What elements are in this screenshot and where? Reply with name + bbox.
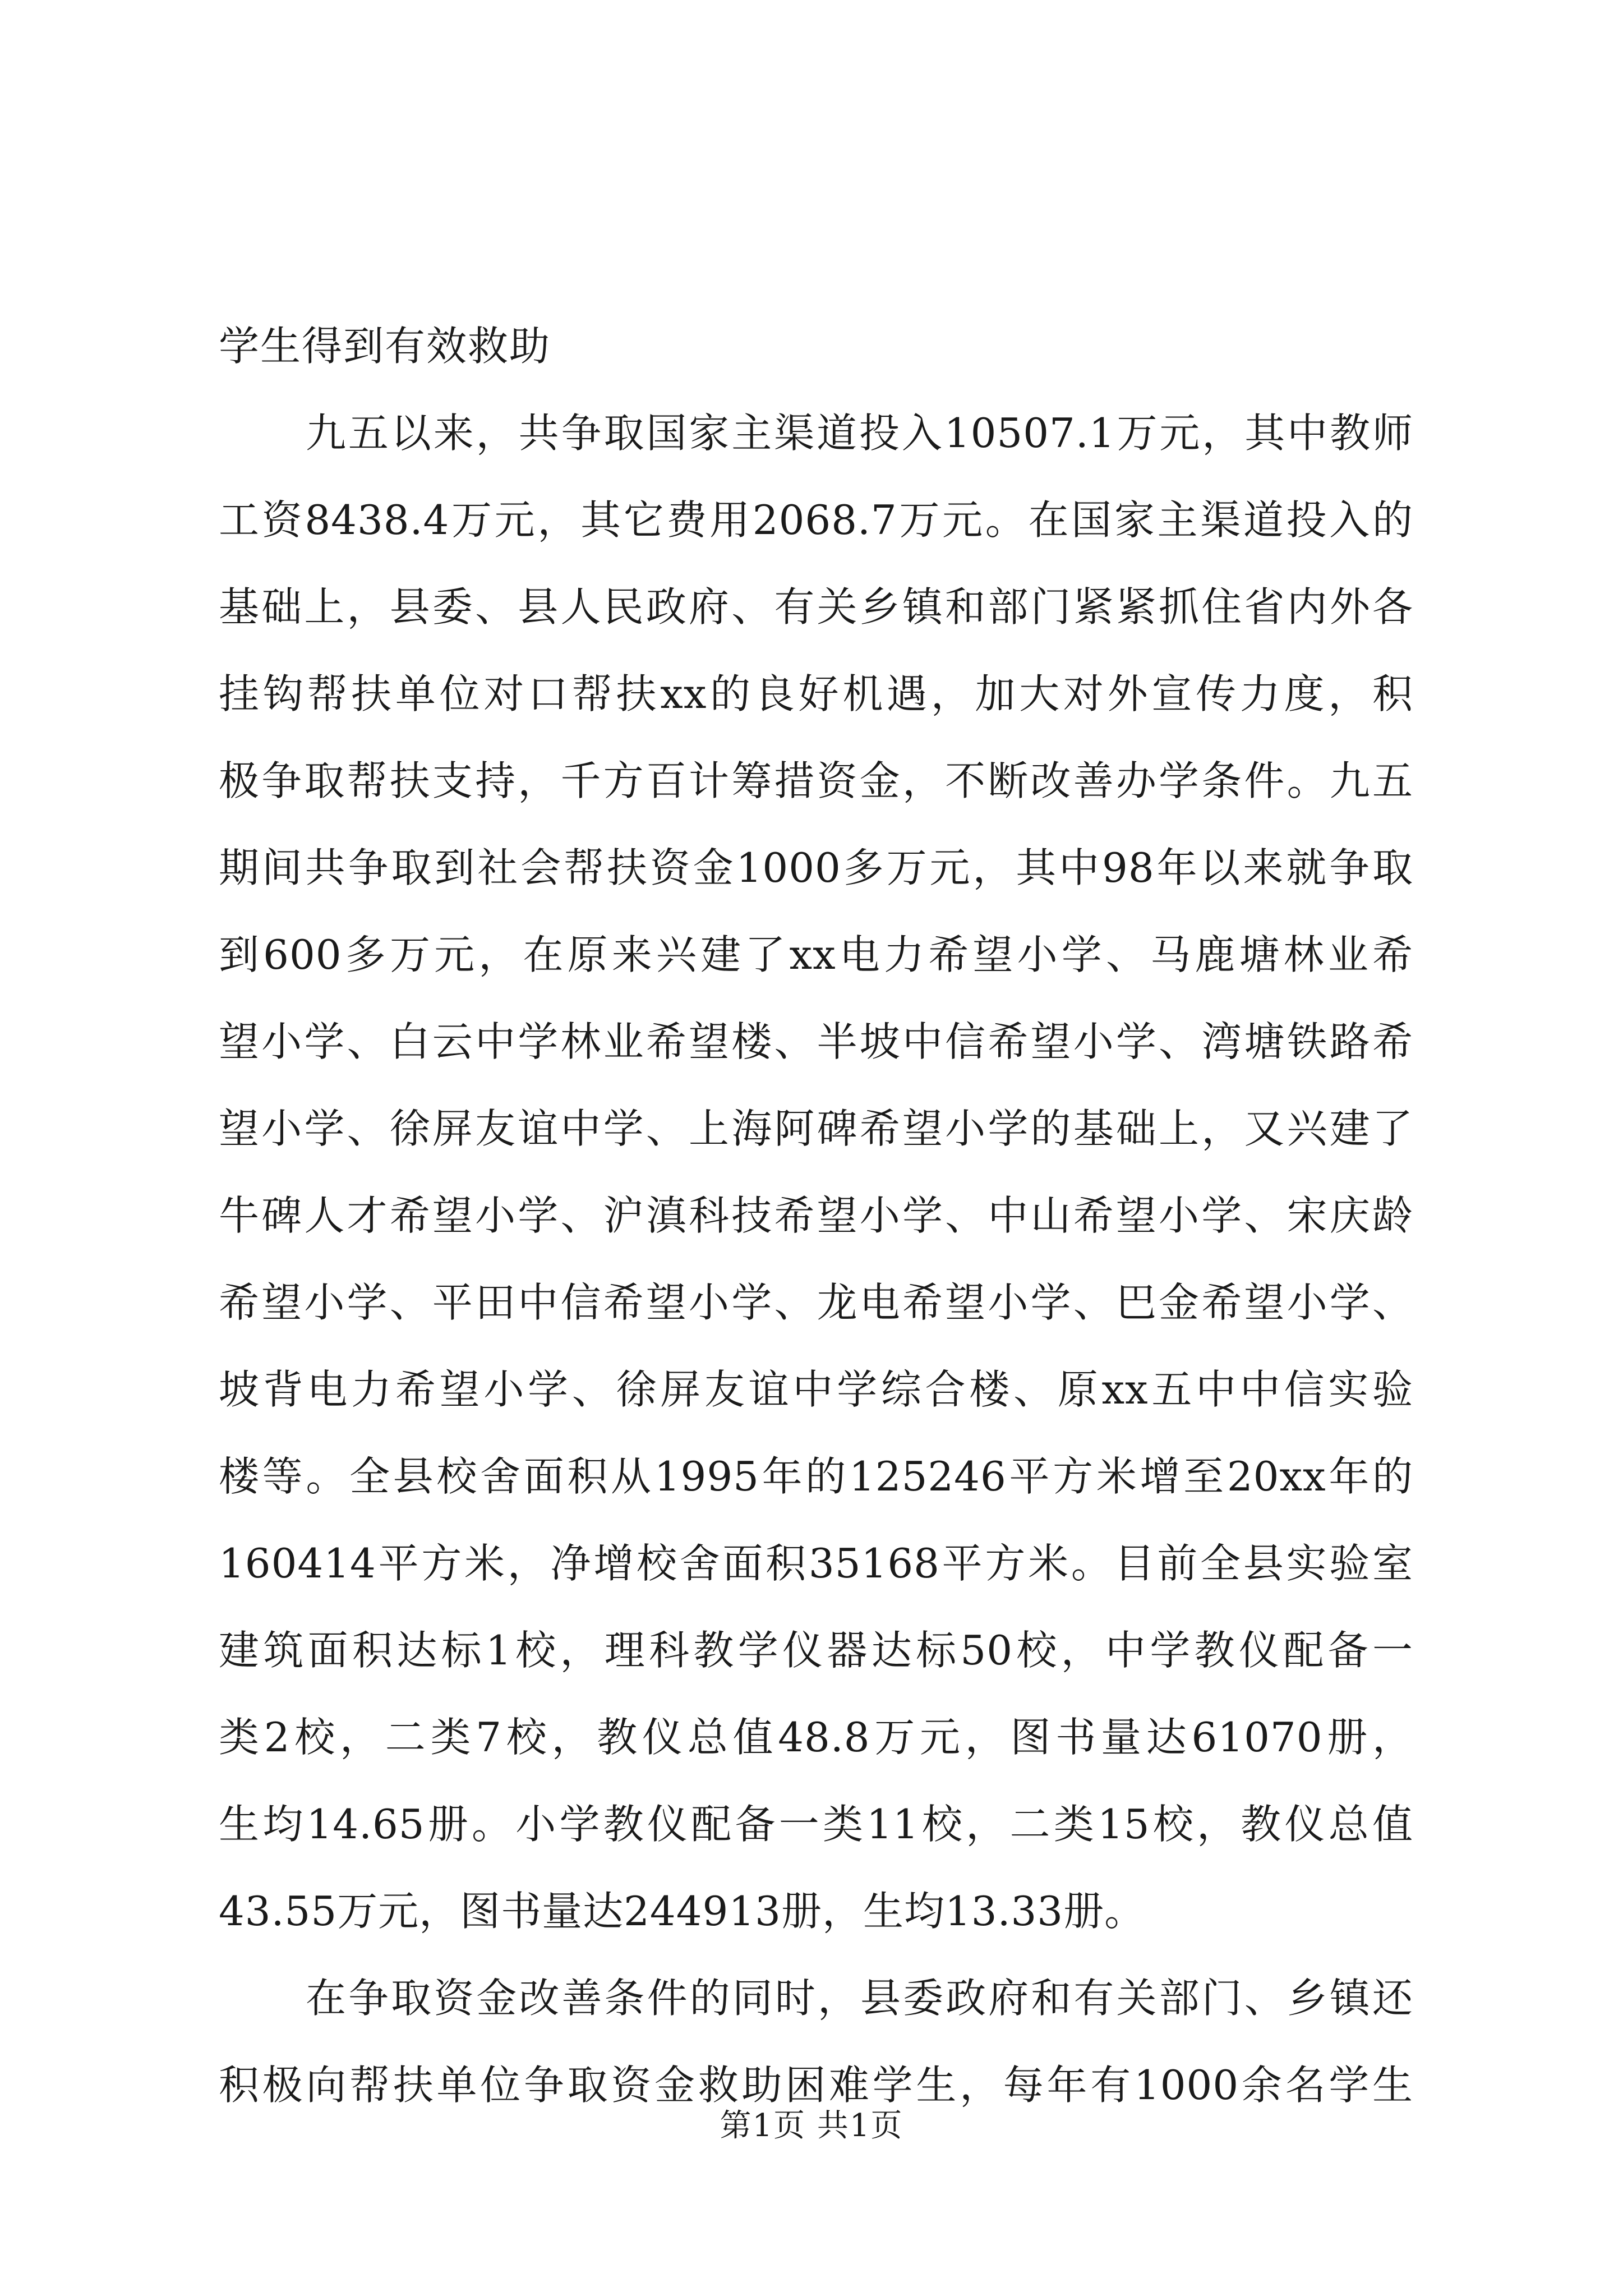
text-line: 楼等。全县校舍面积从1995年的125246平方米增至20xx年的	[219, 1453, 1413, 1500]
text-line: 在争取资金改善条件的同时，县委政府和有关部门、乡镇还	[306, 1975, 1413, 2022]
text-line: 望小学、徐屏友谊中学、上海阿碑希望小学的基础上，又兴建了	[219, 1105, 1413, 1152]
text-line: 坡背电力希望小学、徐屏友谊中学综合楼、原xx五中中信实验	[219, 1366, 1413, 1413]
text-line: 160414平方米，净增校舍面积35168平方米。目前全县实验室	[219, 1540, 1413, 1587]
paragraph-2	[219, 1955, 1413, 2129]
text-line: 43.55万元，图书量达244913册，生均13.33册。	[219, 1888, 1146, 1935]
text-line: 挂钩帮扶单位对口帮扶xx的良好机遇，加大对外宣传力度，积	[219, 670, 1413, 717]
text-line: 生均14.65册。小学教仪配备一类11校，二类15校，教仪总值	[219, 1801, 1413, 1848]
text-line: 基础上，县委、县人民政府、有关乡镇和部门紧紧抓住省内外各	[219, 583, 1413, 631]
page-footer: 第1页 共1页	[720, 2108, 903, 2144]
text-line: 极争取帮扶支持，千方百计筹措资金，不断改善办学条件。九五	[219, 757, 1413, 804]
text-line: 九五以来，共争取国家主渠道投入10507.1万元，其中教师	[306, 409, 1413, 457]
text-line: 积极向帮扶单位争取资金救助困难学生，每年有1000余名学生	[219, 2062, 1413, 2109]
paragraph-1	[219, 390, 1413, 1955]
text-line: 希望小学、平田中信希望小学、龙电希望小学、巴金希望小学、	[219, 1279, 1413, 1326]
document-body	[219, 303, 1413, 2129]
text-line: 牛碑人才希望小学、沪滇科技希望小学、中山希望小学、宋庆龄	[219, 1192, 1413, 1239]
heading-line: 学生得到有效救助	[219, 323, 551, 370]
text-line: 望小学、白云中学林业希望楼、半坡中信希望小学、湾塘铁路希	[219, 1018, 1413, 1065]
text-line: 到600多万元，在原来兴建了xx电力希望小学、马鹿塘林业希	[219, 931, 1413, 978]
text-line: 建筑面积达标1校，理科教学仪器达标50校，中学教仪配备一	[219, 1627, 1413, 1674]
text-line: 类2校，二类7校，教仪总值48.8万元，图书量达61070册，	[219, 1714, 1413, 1761]
text-line: 工资8438.4万元，其它费用2068.7万元。在国家主渠道投入的	[219, 496, 1413, 544]
text-line: 期间共争取到社会帮扶资金1000多万元，其中98年以来就争取	[219, 844, 1413, 891]
